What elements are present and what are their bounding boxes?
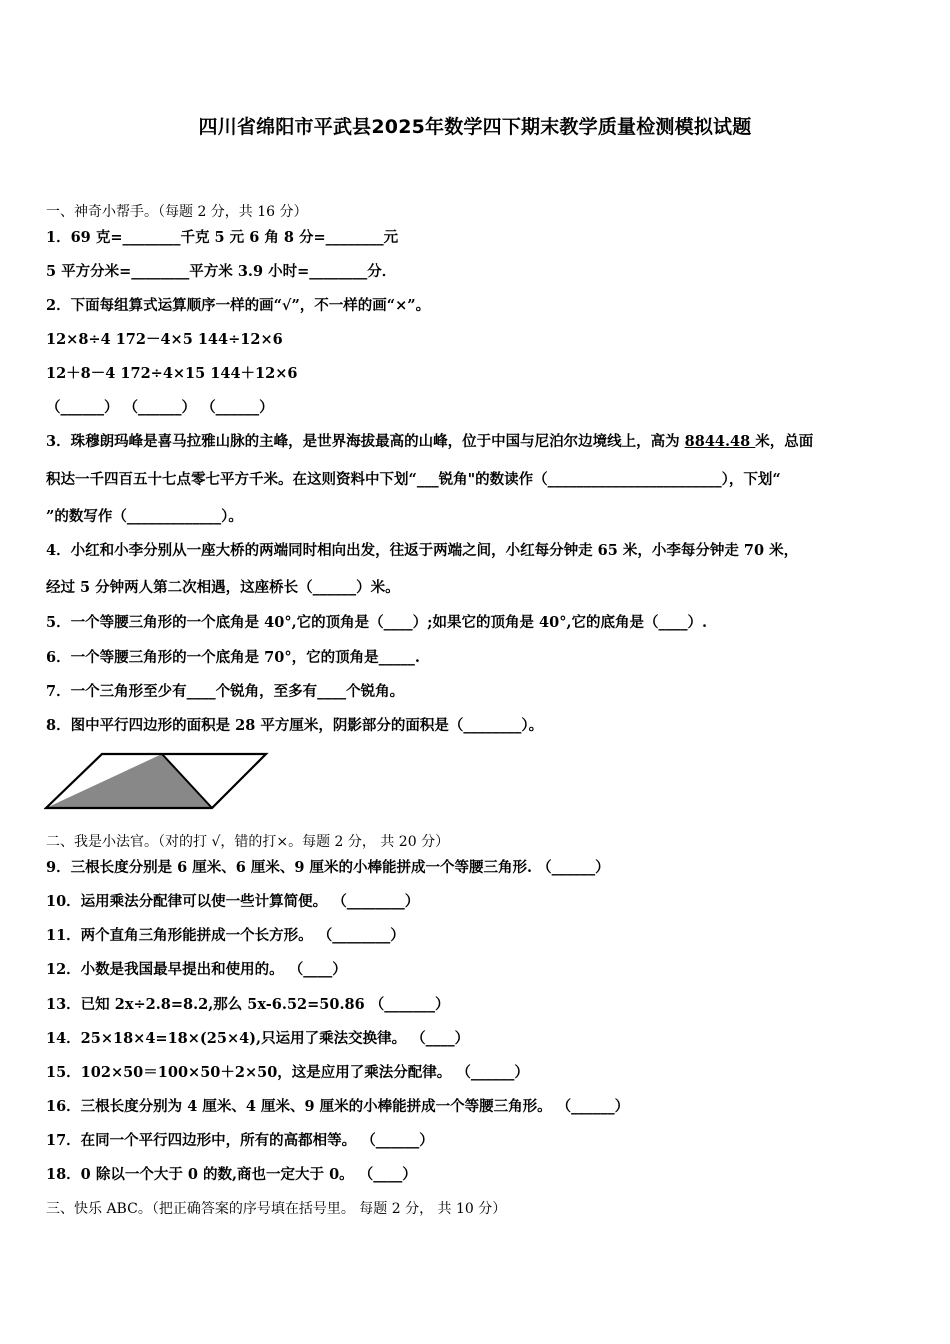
question-16-text: 16．三根长度分别为 4 厘米、4 厘米、9 厘米的小棒能拼成一个等腰三角形。 （______） [46, 1098, 630, 1115]
section-2-heading: 二、我是小法官。（对的打 √，错的打×。每题 2 分， 共 20 分） [46, 834, 450, 850]
question-4-line-1: 4．小红和小李分别从一座大桥的两端同时相向出发，往返于两端之间，小红每分钟走 65 米，小李每分钟走 70 米， [46, 542, 799, 559]
question-11-text: 11．两个直角三角形能拼成一个长方形。 （________） [46, 927, 405, 944]
question-3-line-2: 积达一千四百五十七点零七平方千米。在这则资料中下划“___锐角"的数读作（________________________），下划“ [46, 471, 781, 488]
question-2-answer-blanks: （______） （______） （______） [46, 399, 274, 416]
question-1-line-1: 1．69 克=________千克 5 元 6 角 8 分=________元 [46, 229, 399, 246]
question-10-text: 10．运用乘法分配律可以使一些计算简便。 （________） [46, 893, 420, 910]
question-14-text: 14．25×18×4=18×(25×4),只运用了乘法交换律。 （____） [46, 1030, 470, 1047]
parallelogram-figure [44, 751, 270, 813]
section-3-heading: 三、快乐 ABC。（把正确答案的序号填在括号里。 每题 2 分， 共 10 分） [46, 1201, 507, 1217]
question-5-text: 5．一个等腰三角形的一个底角是 40°,它的顶角是（____）;如果它的顶角是 40°,它的底角是（____）. [46, 614, 708, 631]
question-2-text: 2．下面每组算式运算顺序一样的画“√”，不一样的画“×”。 [46, 297, 431, 314]
question-4-line-2: 经过 5 分钟两人第二次相遇，这座桥长（______）米。 [46, 579, 400, 596]
question-9-text: 9．三根长度分别是 6 厘米、6 厘米、9 厘米的小棒能拼成一个等腰三角形. （______） [46, 859, 610, 876]
question-6-text: 6．一个等腰三角形的一个底角是 70°，它的顶角是_____. [46, 649, 420, 666]
question-8-text: 8．图中平行四边形的面积是 28 平方厘米，阴影部分的面积是（________）。 [46, 717, 544, 734]
question-17-text: 17．在同一个平行四边形中，所有的高都相等。 （______） [46, 1132, 434, 1149]
question-2-row-2: 12＋8－4 172÷4×15 144＋12×6 [46, 365, 298, 382]
question-1-line-2: 5 平方分米=________平方米 3.9 小时=________分． [46, 263, 397, 280]
page-title: 四川省绵阳市平武县2025年数学四下期末教学质量检测模拟试题 [198, 116, 752, 138]
underlined-number: 8844.48 [684, 433, 756, 450]
question-15-text: 15．102×50＝100×50＋2×50，这是应用了乘法分配律。 （______） [46, 1064, 529, 1081]
question-12-text: 12．小数是我国最早提出和使用的。 （____） [46, 961, 347, 978]
question-3-text-start: 3．珠穆朗玛峰是喜马拉雅山脉的主峰，是世界海拔最高的山峰，位于中国与尼泊尔边境线上，高为 [46, 433, 685, 450]
question-13-text: 13．已知 2x÷2.8=8.2,那么 5x-6.52=50.86 （_______） [46, 996, 450, 1013]
section-1-heading: 一、神奇小帮手。（每题 2 分，共 16 分） [46, 204, 308, 220]
question-2-row-1: 12×8÷4 172－4×5 144÷12×6 [46, 331, 283, 348]
question-18-text: 18．0 除以一个大于 0 的数,商也一定大于 0。 （____） [46, 1166, 417, 1183]
question-3-line-3: ”的数写作（_____________）。 [46, 508, 243, 525]
question-3-line-1 [46, 432, 813, 452]
question-3-text-end: 米，总面 [755, 433, 814, 450]
question-7-text: 7．一个三角形至少有____个锐角，至多有____个锐角。 [46, 683, 405, 700]
